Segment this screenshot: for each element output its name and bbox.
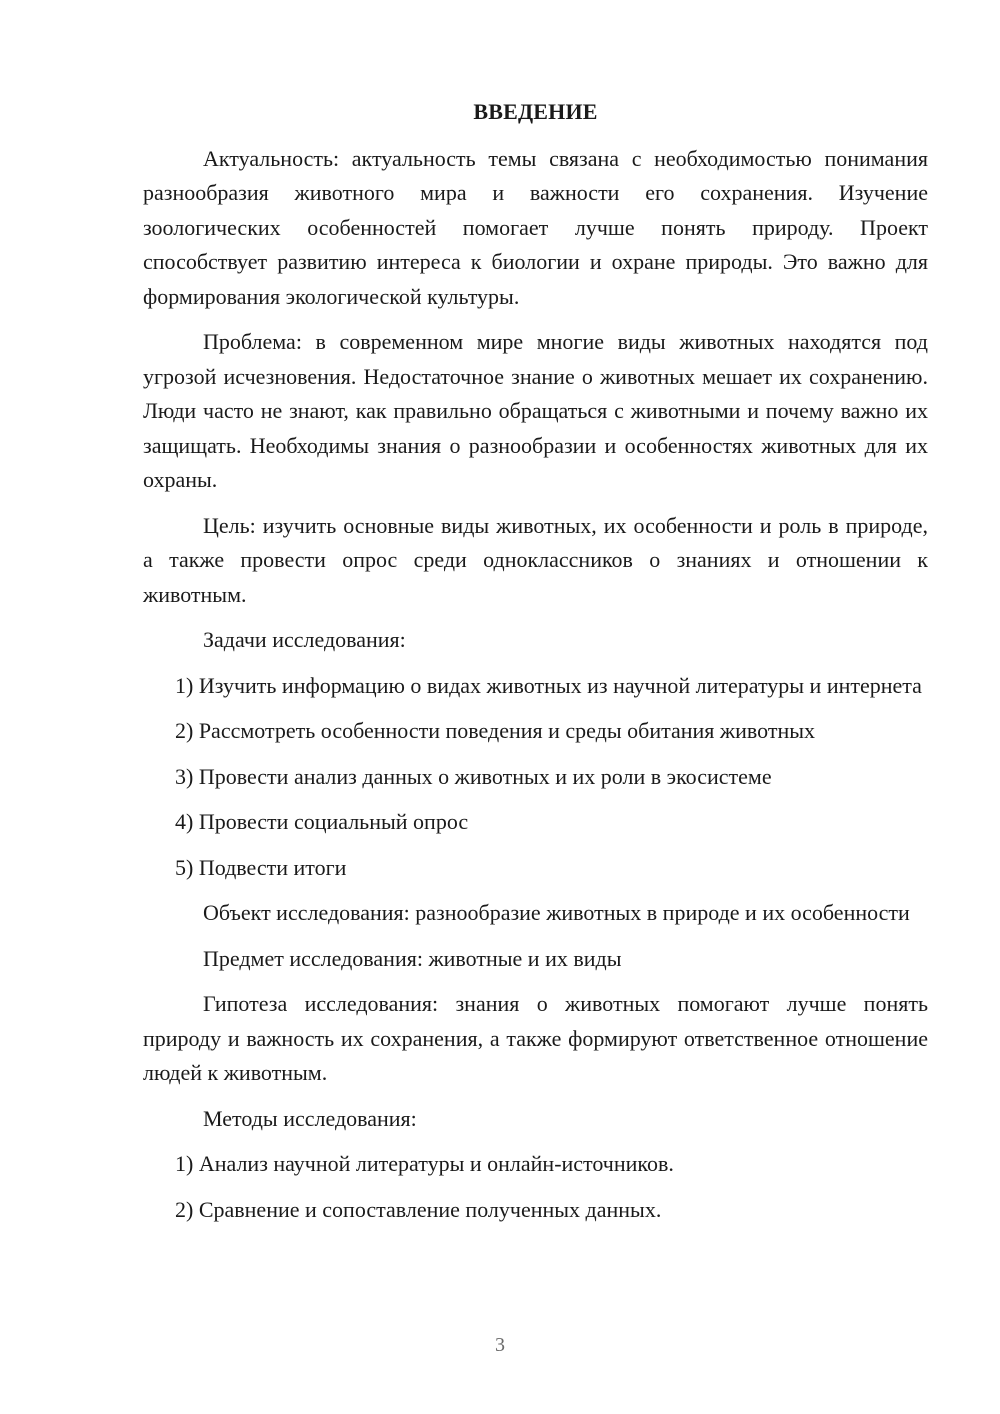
task-item-4: 4) Провести социальный опрос <box>175 809 469 834</box>
document-page <box>143 95 928 1238</box>
method-item-2: 2) Сравнение и сопоставление полученных данных. <box>175 1196 662 1222</box>
task-item-5: 5) Подвести итоги <box>175 854 347 880</box>
task-item-3: 3) Провести анализ данных о животных и их роли в экосистеме <box>175 763 772 789</box>
relevance-paragraph: Актуальность: актуальность темы связана с необходимостью понимания разнообразия животного мира и важности его сохранения. Изучение зоологических особенностей помогает лучше понять природу. Проект способствует развитию интереса к биологии и охране природы. Это важно для формирования экологической культуры. <box>143 145 928 309</box>
methods-heading: Методы исследования: <box>203 1105 417 1131</box>
problem-paragraph: Проблема: в современном мире многие виды животных находятся под угрозой исчезновения. Недостаточное знание о животных мешает их сохранению. Люди часто не знают, как правильно обращаться с животными и почему важно их защищать. Необходимы знания о разнообразии и особенностях животных для их охраны. <box>143 329 928 492</box>
method-item-1: 1) Анализ научной литературы и онлайн-источников. <box>175 1151 674 1176</box>
goal-paragraph: Цель: изучить основные виды животных, их особенности и роль в природе, а также провести опрос среди одноклассников о знаниях и отношении к животным. <box>143 512 928 607</box>
task-item-1: 1) Изучить информацию о видах животных из научной литературы и интернета <box>175 672 922 698</box>
page-title: ВВЕДЕНИЕ <box>473 99 598 124</box>
subject-paragraph: Предмет исследования: животные и их виды <box>203 945 622 971</box>
task-item-2: 2) Рассмотреть особенности поведения и среды обитания животных <box>175 718 815 743</box>
tasks-heading: Задачи исследования: <box>203 627 406 652</box>
object-paragraph: Объект исследования: разнообразие животных в природе и их особенности <box>203 900 910 925</box>
page-number: 3 <box>495 1334 505 1356</box>
hypothesis-paragraph: Гипотеза исследования: знания о животных помогают лучше понять природу и важность их сохранения, а также формируют ответственное отношение людей к животным. <box>143 991 928 1085</box>
